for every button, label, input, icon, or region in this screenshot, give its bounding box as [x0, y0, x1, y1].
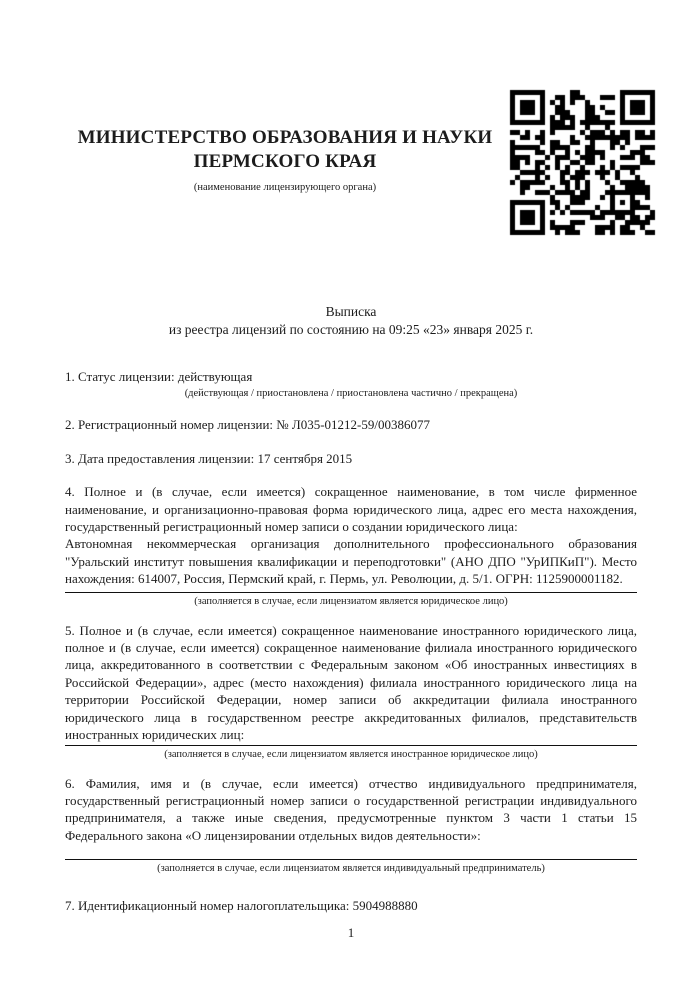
qr-code-icon [504, 84, 662, 242]
field-foreign-entity-description: 5. Полное и (в случае, если имеется) сокращенное наименование иностранного юридического лица, полное и (в случае, если имеется) сокращенное наименование филиала иностранного юридического лица, аккредитованного в соответствии с Федеральным законом «Об иностранных инвестициях в Российской Федерации», адрес (место нахождения) филиала иностранного юридического лица на территории Российской Федерации, номер записи об аккредитации филиала иностранного юридического лица в государственном реестре аккредитованных филиалов, представительств иностранных юридических лиц: [65, 622, 637, 743]
field-legal-entity-value: Автономная некоммерческая организация дополнительного профессионального образования "Уральский институт повышения квалификации и переподготовки" (АНО ДПО "УрИПКиП"). Место нахождения: 614007, Россия, Пермский край, г. Пермь, ул. Революции, д. 5/1. ОГРН: 1125900001182. [65, 536, 637, 587]
licensing-authority-block [65, 126, 505, 194]
page-number: 1 [347, 924, 355, 940]
fill-in-rule-foreign-entity [65, 745, 637, 746]
document-header [65, 0, 637, 296]
field-individual-entrepreneur-description: 6. Фамилия, имя и (в случае, если имеется) отчество индивидуального предпринимателя, государственный регистрационный номер записи о государственной регистрации индивидуального предпринимателя, а также иные сведения, предусмотренные пунктом 3 части 1 статьи 15 Федерального закона «О лицензировании отдельных видов деятельности»: [65, 775, 637, 843]
field-foreign-entity-caption: (заполняется в случае, если лицензиатом является иностранное юридическое лицо) [164, 748, 538, 760]
ministry-caption: (наименование лицензирующего органа) [193, 182, 377, 193]
field-license-status-caption: (действующая / приостановлена / приостановлена частично / прекращена) [184, 388, 518, 400]
field-registration-number: 2. Регистрационный номер лицензии: № Л035-01212-59/00386077 [65, 417, 431, 433]
field-individual-entrepreneur-caption: (заполняется в случае, если лицензиатом является индивидуальный предприниматель) [157, 863, 545, 875]
fill-in-rule-legal-entity [65, 592, 637, 593]
field-license-status: 1. Статус лицензии: действующая [65, 369, 253, 384]
title-line1: Выписка [325, 304, 377, 319]
field-license-grant-date: 3. Дата предоставления лицензии: 17 сентября 2015 [65, 450, 353, 466]
field-taxpayer-id: 7. Идентификационный номер налогоплательщика: 5904988880 [65, 898, 418, 914]
title-line2: из реестра лицензий по состоянию на 09:25 «23» января 2025 г. [168, 322, 534, 337]
ministry-name-line1: МИНИСТЕРСТВО ОБРАЗОВАНИЯ И НАУКИ [77, 127, 493, 148]
field-legal-entity-description: 4. Полное и (в случае, если имеется) сокращенное наименование, в том числе фирменное наименование, и организационно-правовая форма юридического лица, адрес его места нахождения, государственный регистрационный номер записи о создании юридического лица: [65, 484, 637, 535]
field-legal-entity-caption: (заполняется в случае, если лицензиатом является юридическое лицо) [194, 595, 508, 607]
document-title [65, 296, 637, 339]
ministry-name-line2: ПЕРМСКОГО КРАЯ [193, 151, 377, 172]
qr-code-canvas [504, 84, 662, 242]
fill-in-rule-individual-entrepreneur [65, 859, 637, 860]
